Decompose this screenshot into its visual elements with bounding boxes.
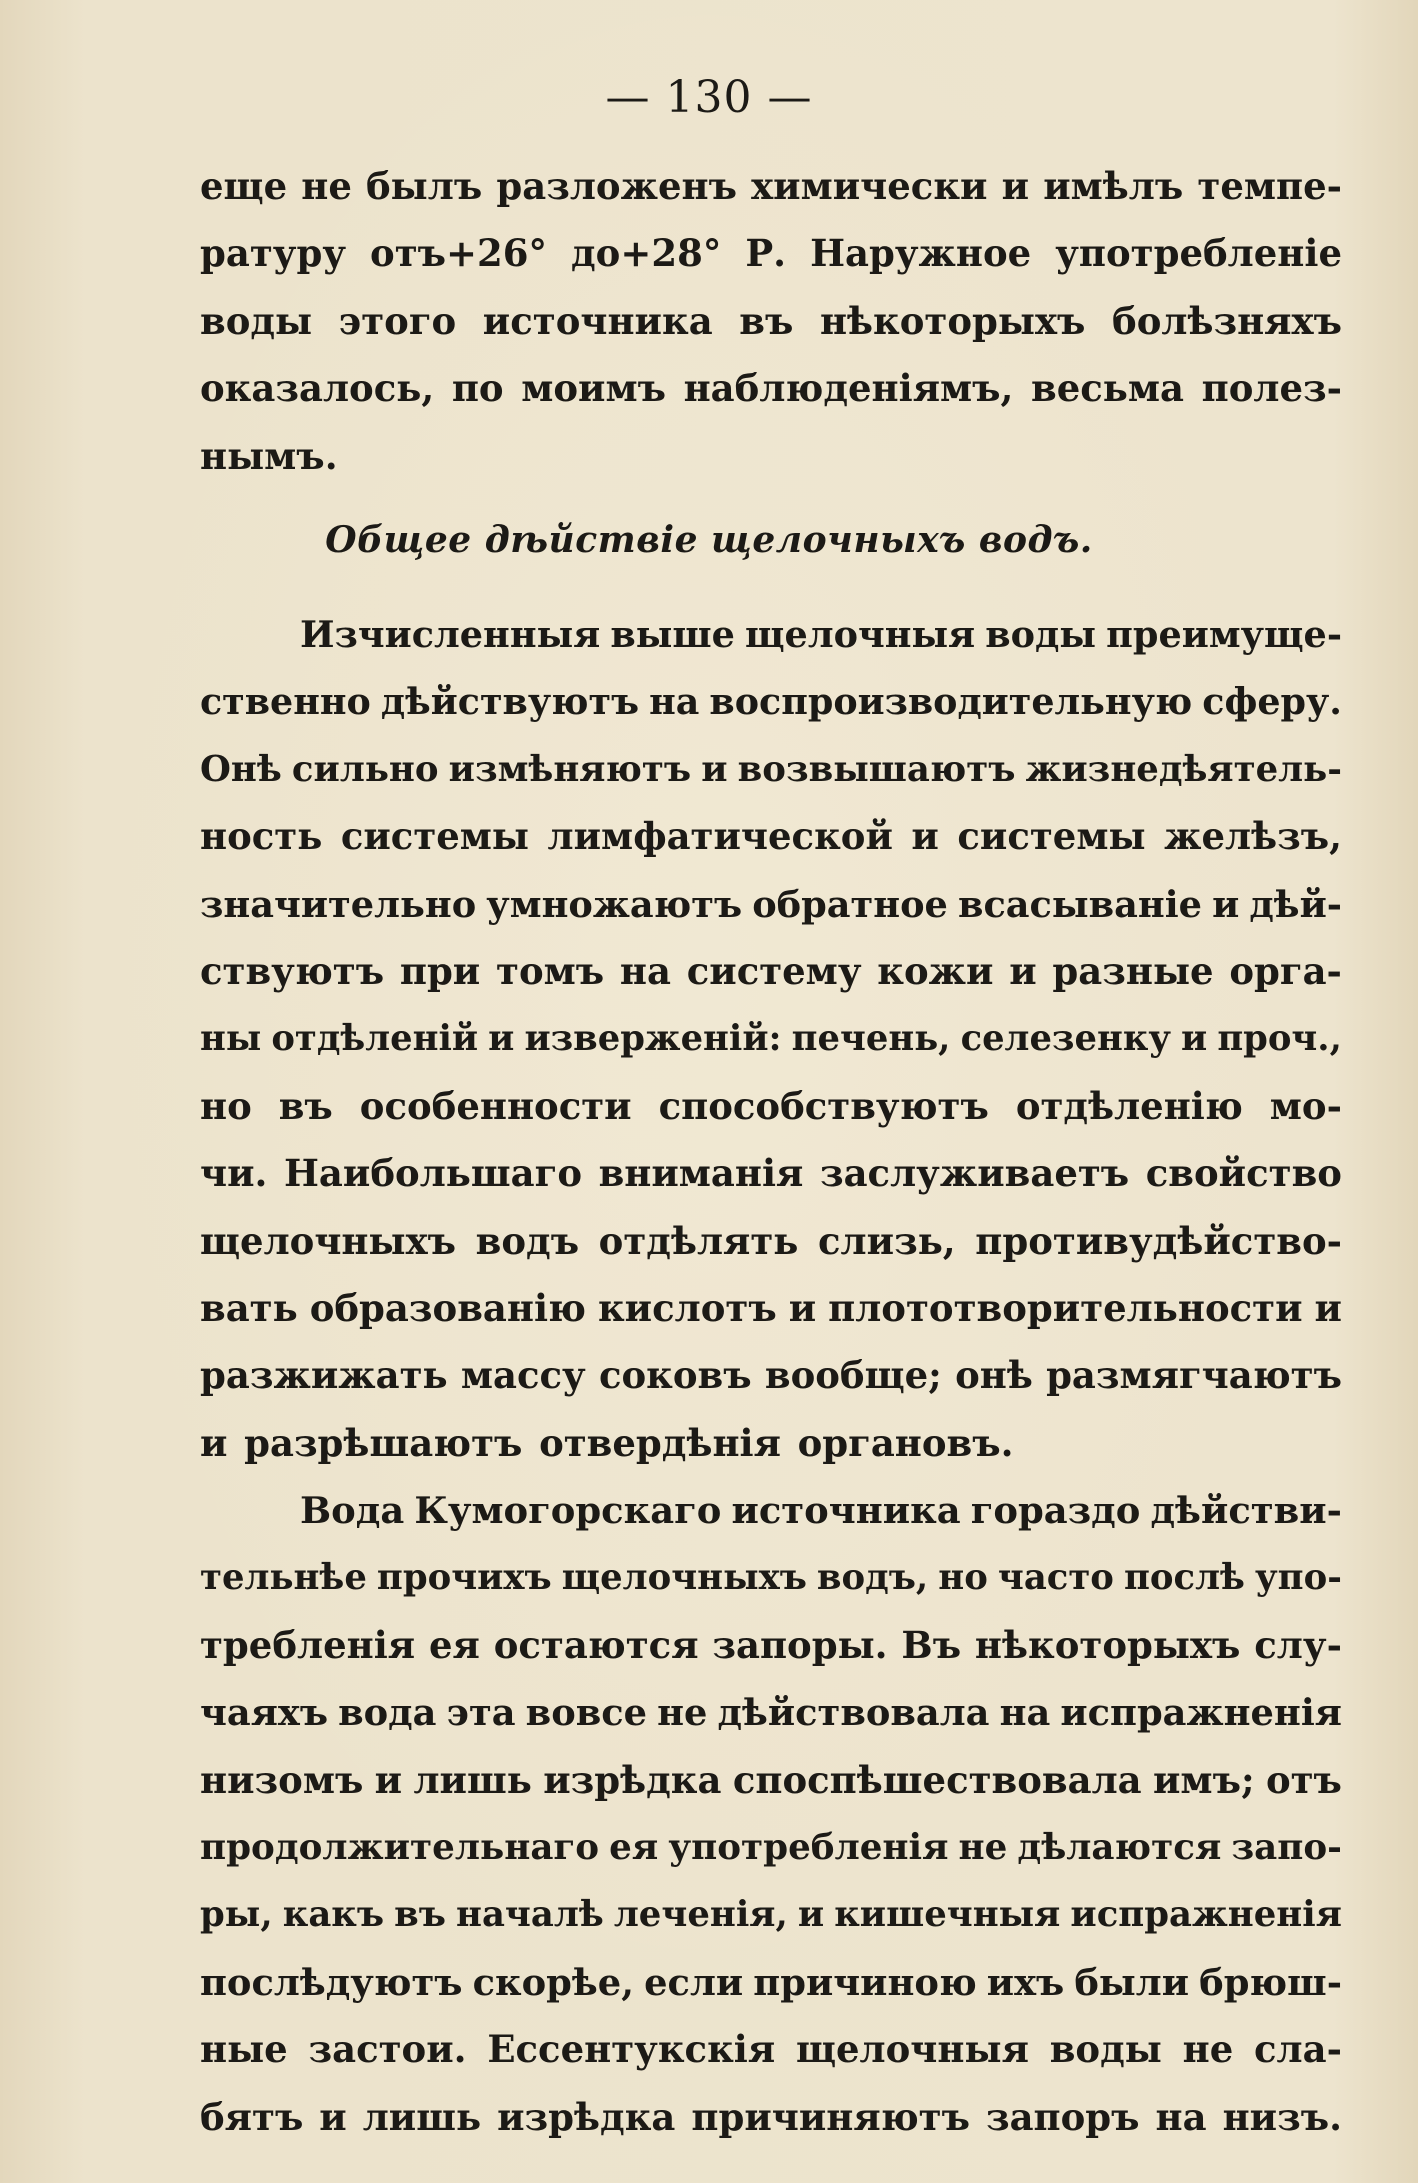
text-line: ны отдѣленій и изверженій: печень, селезенку и проч., xyxy=(200,1018,1342,1060)
paragraph-1 xyxy=(200,153,1342,490)
text-line: ность системы лимфатической и системы желѣзъ, xyxy=(200,814,1342,859)
paragraph-3 xyxy=(200,1477,1342,2151)
page-number: — 130 — xyxy=(605,72,813,123)
text-line: ственно дѣйствуютъ на воспроизводительную сферу. xyxy=(200,680,1342,724)
text-line: ствуютъ при томъ на систему кожи и разные орга- xyxy=(200,948,1342,993)
section-heading: Общее дѣйствіе щелочныхъ водъ. xyxy=(325,519,1093,561)
text-line: требленія ея остаются запоры. Въ нѣкоторыхъ слу- xyxy=(200,1622,1342,1667)
text-line: Онѣ сильно измѣняютъ и возвышаютъ жизнедѣятель- xyxy=(200,748,1342,790)
text-line: низомъ и лишь изрѣдка споспѣшествовала имъ; отъ xyxy=(200,1757,1342,1802)
text-line: значительно умножаютъ обратное всасываніе и дѣй- xyxy=(200,882,1342,926)
text-line: Вода Кумогорскаго источника гораздо дѣйстви- xyxy=(300,1488,1342,1532)
text-line: нымъ. xyxy=(200,433,338,478)
text-line: чаяхъ вода эта вовсе не дѣйствовала на испражненія xyxy=(200,1690,1342,1735)
text-line: вать образованію кислотъ и плототворительности и xyxy=(200,1285,1342,1330)
text-line: Изчисленныя выше щелочныя воды преимуще- xyxy=(300,613,1342,656)
text-line: послѣдуютъ скорѣе, если причиною ихъ были брюш- xyxy=(200,1959,1342,2004)
text-line: и разрѣшаютъ отвердѣнія органовъ. xyxy=(200,1420,1014,1465)
text-line: разжижать массу соковъ вообще; онѣ размягчаютъ xyxy=(200,1353,1342,1398)
text-line: воды этого источника въ нѣкоторыхъ болѣзняхъ xyxy=(200,298,1342,343)
text-line: ратуру отъ+26° до+28° Р. Наружное употребленіе xyxy=(200,231,1342,276)
text-line: щелочныхъ водъ отдѣлять слизь, противудѣйство- xyxy=(200,1218,1342,1263)
text-line: продолжительнаго ея употребленія не дѣлаются запо- xyxy=(200,1825,1342,1868)
text-line: ные застои. Ессентукскія щелочныя воды не сла- xyxy=(200,2027,1342,2072)
text-line: оказалось, по моимъ наблюденіямъ, весьма полез- xyxy=(200,366,1342,411)
text-line: еще не былъ разложенъ химически и имѣлъ темпе- xyxy=(200,164,1342,208)
text-line: но въ особенности способствуютъ отдѣленію мо- xyxy=(200,1083,1342,1128)
paragraph-2 xyxy=(200,601,1342,1477)
text-line: тельнѣе прочихъ щелочныхъ водъ, но часто послѣ упо- xyxy=(200,1557,1342,1599)
text-line: ры, какъ въ началѣ леченія, и кишечныя испражненія xyxy=(200,1894,1342,1936)
text-line: бятъ и лишь изрѣдка причиняютъ запоръ на низъ. xyxy=(200,2094,1342,2139)
text-line: чи. Наибольшаго вниманія заслуживаетъ свойство xyxy=(200,1151,1342,1196)
